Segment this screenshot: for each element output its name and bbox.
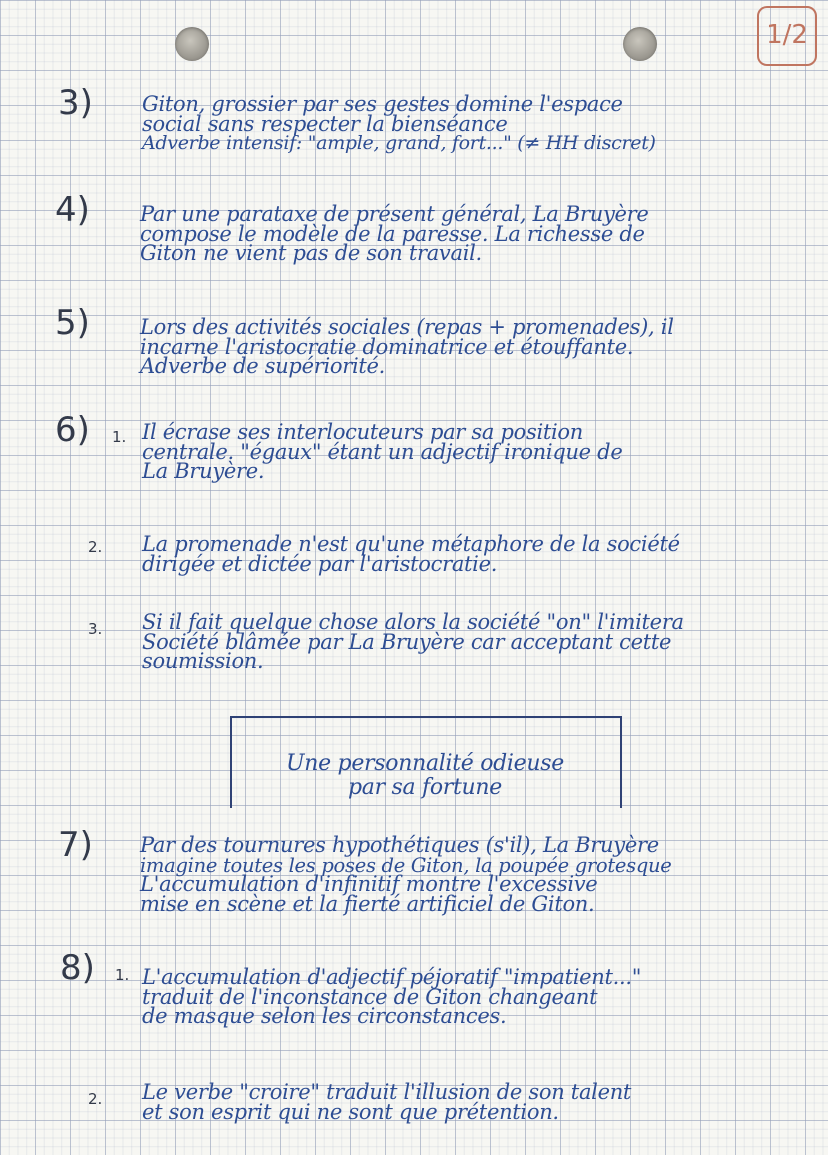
item-3-text [142, 92, 656, 154]
text-line: social sans respecter la bienséance [142, 111, 508, 136]
item-number-8: 8) [60, 948, 95, 988]
subitem-number-8-2: 2. [88, 1090, 103, 1108]
text-line: mise en scène et la fierté artificiel de Giton. [140, 891, 595, 916]
text-line: compose le modèle de la paresse. La richesse de [140, 221, 645, 246]
text-line: Par une parataxe de présent général, La Bruyère [140, 202, 649, 226]
item-number-4: 4) [55, 190, 90, 230]
text-line: Adverbe de supériorité. [140, 354, 385, 378]
text-line: La Bruyère. [142, 459, 265, 483]
item-8-2-text [142, 1080, 632, 1124]
item-number-5: 5) [55, 303, 90, 343]
section-heading [240, 752, 610, 800]
text-line: dirigée et dictée par l'aristocratie. [142, 551, 498, 576]
text-line: centrale. "égaux" étant un adjectif ironique de [142, 439, 623, 464]
text-line: Giton, grossier par ses gestes domine l'espace [142, 92, 623, 116]
item-6-2-text [142, 532, 680, 576]
item-number-6: 6) [55, 410, 90, 450]
text-line: La promenade n'est qu'une métaphore de la société [142, 532, 680, 556]
text-line: imagine toutes les poses de Giton, la poupée grotesque [140, 853, 672, 877]
heading-line: par sa fortune [347, 775, 502, 800]
item-8-1-text [142, 965, 642, 1028]
item-number-7: 7) [58, 825, 93, 865]
text-line: Il écrase ses interlocuteurs par sa position [142, 420, 583, 444]
text-line: Adverbe intensif: "ample, grand, fort..." (≠ HH discret) [142, 132, 656, 154]
item-7-text [140, 833, 672, 916]
heading-line: Une personnalité odieuse [286, 751, 564, 776]
subitem-number-6-3: 3. [88, 620, 103, 638]
item-number-3: 3) [58, 83, 93, 123]
text-line: soumission. [142, 649, 264, 673]
item-6-3-text [142, 610, 684, 673]
text-line: L'accumulation d'infinitif montre l'excessive [140, 872, 598, 896]
binder-hole-right [623, 27, 657, 61]
text-line: Lors des activités sociales (repas + promenades), il [140, 315, 674, 339]
text-line: de masque selon les circonstances. [142, 1004, 507, 1028]
text-line: incarne l'aristocratie dominatrice et étouffante. [140, 334, 634, 359]
text-line: Le verbe "croire" traduit l'illusion de son talent [142, 1080, 632, 1104]
item-5-text [140, 315, 674, 378]
binder-hole-left [175, 27, 209, 61]
page-number: 1/2 [757, 6, 817, 66]
item-4-text [140, 202, 649, 265]
subitem-number-6-1: 1. [112, 428, 127, 446]
text-line: Société blâmée par La Bruyère car acceptant cette [142, 629, 672, 654]
subitem-number-6-2: 2. [88, 538, 103, 556]
text-line: L'accumulation d'adjectif péjoratif "impatient..." [142, 965, 642, 989]
text-line: Giton ne vient pas de son travail. [140, 241, 482, 265]
text-line: traduit de l'inconstance de Giton changeant [142, 984, 598, 1009]
text-line: et son esprit qui ne sont que prétention. [142, 1099, 559, 1124]
item-6-1-text [142, 420, 623, 483]
subitem-number-8-1: 1. [115, 966, 130, 984]
text-line: Si il fait quelque chose alors la société "on" l'imitera [142, 610, 684, 634]
text-line: Par des tournures hypothétiques (s'il), La Bruyère [140, 833, 659, 857]
